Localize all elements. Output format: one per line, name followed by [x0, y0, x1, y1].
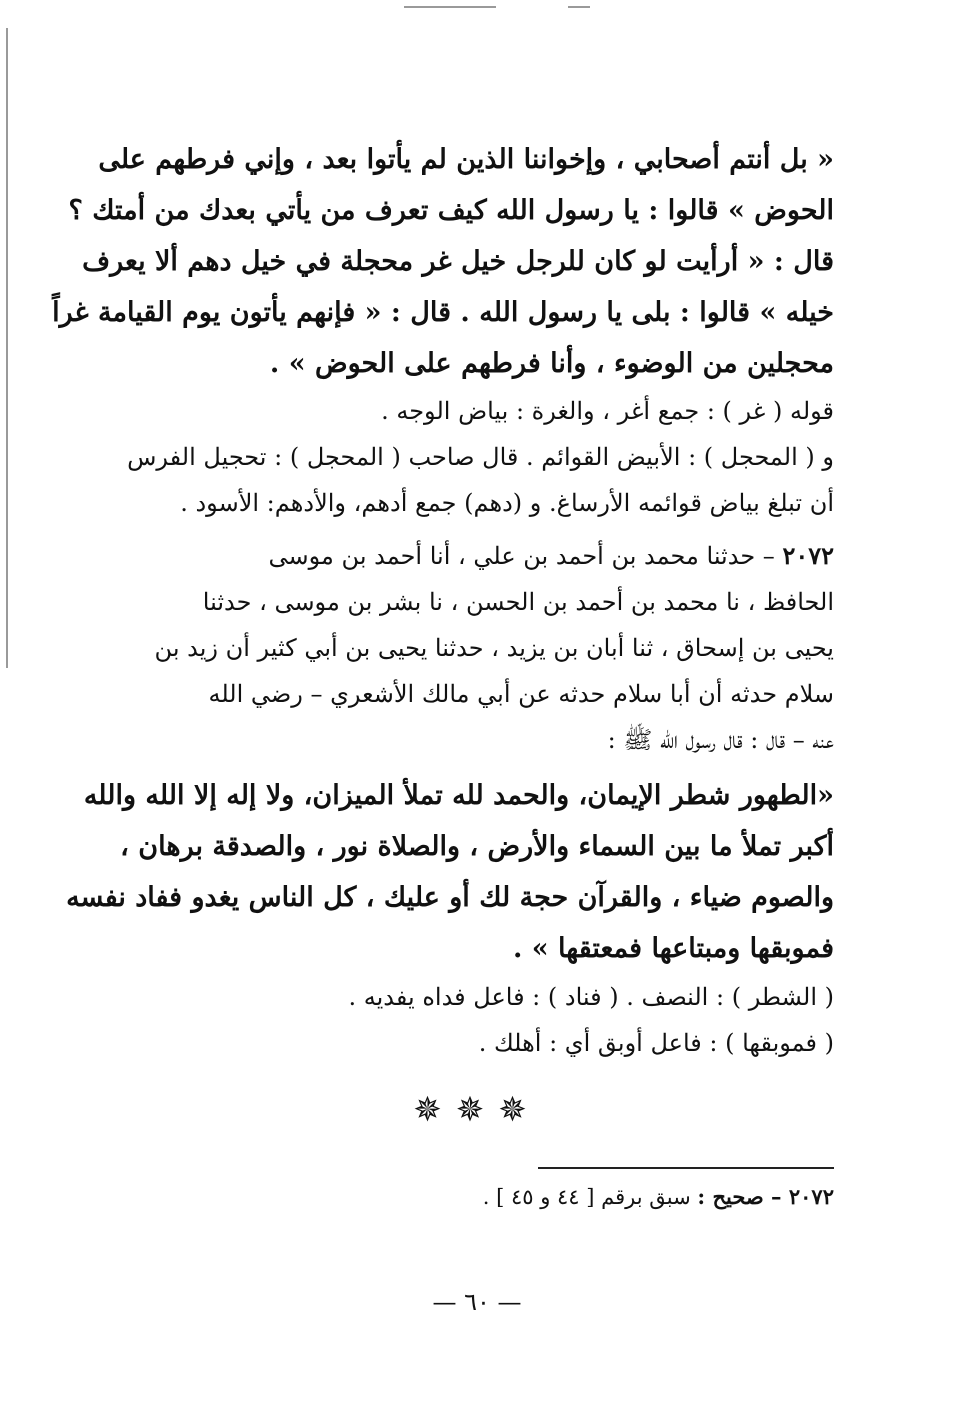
- text-line: الحوض » قالوا : يا رسول الله كيف تعرف من يأتي بعدك من أمتك ؟: [68, 195, 834, 226]
- text-line: الحافظ ، نا محمد بن أحمد بن الحسن ، نا بشر بن موسى ، حدثنا: [202, 588, 834, 616]
- text-line: خيله » قالوا : بلى يا رسول الله . قال : « فإنهم يأتون يوم القيامة غراً: [52, 297, 834, 328]
- text-line: أن تبلغ بياض قوائمه الأرساغ. و (دهم) جمع أدهم، والأدهم: الأسود .: [180, 489, 834, 517]
- scan-mark-left-edge: [6, 28, 8, 668]
- isnad-first-line: – حدثنا محمد بن أحمد بن علي ، أنا أحمد بن موسى: [268, 542, 775, 570]
- footnote: [300, 1181, 834, 1213]
- text-line: محجلين من الوضوء ، وأنا فرطهم على الحوض » .: [269, 348, 834, 379]
- scan-mark-top-right: [568, 6, 590, 8]
- text-line: « بل أنتم أصحابي ، وإخواننا الذين لم يأتوا بعد ، وإني فرطهم على: [98, 144, 834, 175]
- hadith-number: ٢٠٧٢: [782, 541, 834, 570]
- text-line: عنه – قال : قال رسول الله ﷺ :: [607, 726, 834, 754]
- footnote-text: سبق برقم [ ٤٤ و ٤٥ ] .: [482, 1185, 691, 1209]
- scan-mark-top-left: [404, 6, 496, 8]
- text-line: و ( المحجل ) : الأبيض القوائم . قال صاحب ( المحجل ) : تحجيل الفرس: [127, 443, 834, 471]
- hadith-text-1: [52, 134, 834, 389]
- text-line: قال : « أرأيت لو كان للرجل خيل غر محجلة في خيل دهم ألا يعرف: [82, 246, 834, 277]
- text-line: قوله ( غر ) : جمع أغر ، والغرة : بياض الوجه .: [381, 397, 834, 425]
- text-line: فموبقها ومبتاعها فمعتقها » .: [512, 933, 834, 964]
- page-number: — ٦٠ —: [432, 1288, 522, 1316]
- ornament-divider: [0, 1090, 954, 1130]
- text-line: يحيى بن إسحاق ، ثنا أبان بن يزيد ، حدثنا يحيى بن أبي كثير أن زيد بن: [154, 634, 834, 662]
- commentary-2: [138, 974, 834, 1066]
- footnote-label: ٢٠٧٢ – صحيح :: [697, 1184, 834, 1209]
- text-line: «الطهور شطر الإيمان، والحمد لله تملأ الميزان، ولا إله إلا الله والله: [83, 780, 834, 811]
- star-ornament-icon: ✵: [413, 1090, 456, 1130]
- text-line: أكبر تملأ ما بين السماء والأرض ، والصلاة نور ، والصدقة برهان ،: [120, 831, 834, 862]
- star-ornament-icon: ✵: [498, 1090, 541, 1130]
- text-line: والصوم ضياء ، والقرآن حجة لك أو عليك ، كل الناس يغدو ففاد نفسه: [66, 882, 834, 913]
- text-line: ( الشطر ) : النصف . ( فناد ) : فاعل فداه يفديه .: [348, 983, 834, 1011]
- commentary-1: [127, 388, 834, 526]
- text-line: سلام حدثه أن أبا سلام حدثه عن أبي مالك الأشعري – رضي الله: [208, 680, 834, 708]
- footnote-rule: [538, 1167, 834, 1169]
- text-line: ( فموبقها ) : فاعل أوبق أي : أهلك .: [478, 1029, 834, 1057]
- text-line: [138, 533, 834, 579]
- hadith-text-2: [66, 770, 834, 974]
- isnad-2072: [138, 533, 834, 763]
- star-ornament-icon: ✵: [455, 1090, 499, 1130]
